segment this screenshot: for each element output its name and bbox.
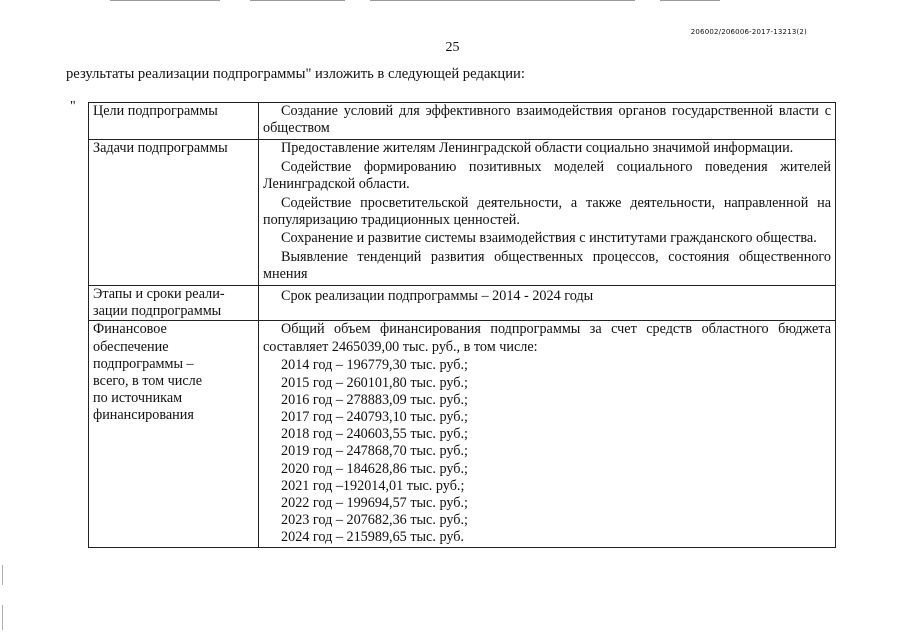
stages-label: [89, 286, 259, 321]
financing-year-line: 2015 год – 260101,80 тыс. руб.;: [281, 374, 468, 391]
financing-year-line: 2017 год – 240793,10 тыс. руб.;: [281, 408, 468, 425]
stages-text: Срок реализации подпрограммы – 2014 - 2024 годы: [281, 288, 594, 305]
subprogram-passport-table: [88, 102, 836, 548]
financing-label-line: Финансовое: [93, 321, 167, 338]
table-row-tasks: [89, 139, 836, 285]
financing-year-line: 2023 год – 207682,36 тыс. руб.;: [281, 512, 468, 529]
financing-label-line: всего, в том числе: [93, 373, 203, 390]
lead-text: результаты реализации подпрограммы" изложить в следующей редакции:: [66, 66, 525, 82]
goals-text: Создание условий для эффективного взаимодействия органов государственной власти с обществом: [263, 103, 831, 137]
task-item: Содействие формированию позитивных моделей социального поведения жителей Ленинградской области.: [263, 158, 831, 192]
scan-margin-mark: [2, 565, 3, 585]
stages-label-line: Этапы и сроки реали-: [93, 286, 225, 303]
financing-year-line: 2020 год – 184628,86 тыс. руб.;: [281, 460, 468, 477]
scan-edge-line: [250, 0, 345, 1]
page-number: 25: [445, 40, 460, 55]
document-id: 206002/206006-2017-13213(2): [690, 28, 807, 36]
financing-year-line: 2014 год – 196779,30 тыс. руб.;: [281, 357, 468, 374]
financing-year-line: 2021 год –192014,01 тыс. руб.;: [281, 477, 465, 494]
scan-edge-line: [110, 0, 220, 1]
scan-edge-line: [660, 0, 720, 1]
financing-label-line: обеспечение: [93, 338, 169, 355]
financing-year-line: 2018 год – 240603,55 тыс. руб.;: [281, 426, 468, 443]
task-item: Содействие просветительской деятельности, а также деятельности, направленной на популяризацию традиционных ценностей.: [263, 194, 831, 228]
scan-edge-line: [370, 0, 635, 1]
goals-cell: [259, 103, 836, 140]
table-row-stages: [89, 286, 836, 321]
opening-quote: ": [70, 99, 76, 114]
tasks-cell: [259, 139, 836, 285]
financing-year-line: 2019 год – 247868,70 тыс. руб.;: [281, 443, 468, 460]
tasks-label: Задачи подпрограммы: [89, 139, 259, 285]
financing-year-line: 2016 год – 278883,09 тыс. руб.;: [281, 391, 468, 408]
table-row-financing: [89, 321, 836, 547]
financing-label: [89, 321, 259, 547]
financing-year-line: 2022 год – 199694,57 тыс. руб.;: [281, 494, 468, 511]
financing-label-line: финансирования: [93, 407, 194, 424]
goals-label: Цели подпрограммы: [89, 103, 259, 140]
task-item: Предоставление жителям Ленинградской области социально значимой информации.: [281, 139, 794, 156]
task-item: Выявление тенденций развития общественных процессов, состояния общественного мнения: [263, 249, 831, 283]
financing-label-line: по источникам: [93, 390, 183, 407]
stages-cell: [259, 286, 836, 321]
financing-label-line: подпрограммы –: [93, 355, 194, 372]
financing-cell: [259, 321, 836, 547]
scan-margin-mark: [2, 605, 3, 630]
task-item: Сохранение и развитие системы взаимодействия с институтами гражданского общества.: [281, 230, 817, 247]
financing-year-line: 2024 год – 215989,65 тыс. руб.: [281, 529, 465, 546]
stages-label-line: зации подпрограммы: [93, 303, 222, 320]
financing-intro: Общий объем финансирования подпрограммы за счет средств областного бюджета составляет 2465039,00 тыс. руб., в том числе:: [263, 321, 831, 355]
table-row-goals: [89, 103, 836, 140]
